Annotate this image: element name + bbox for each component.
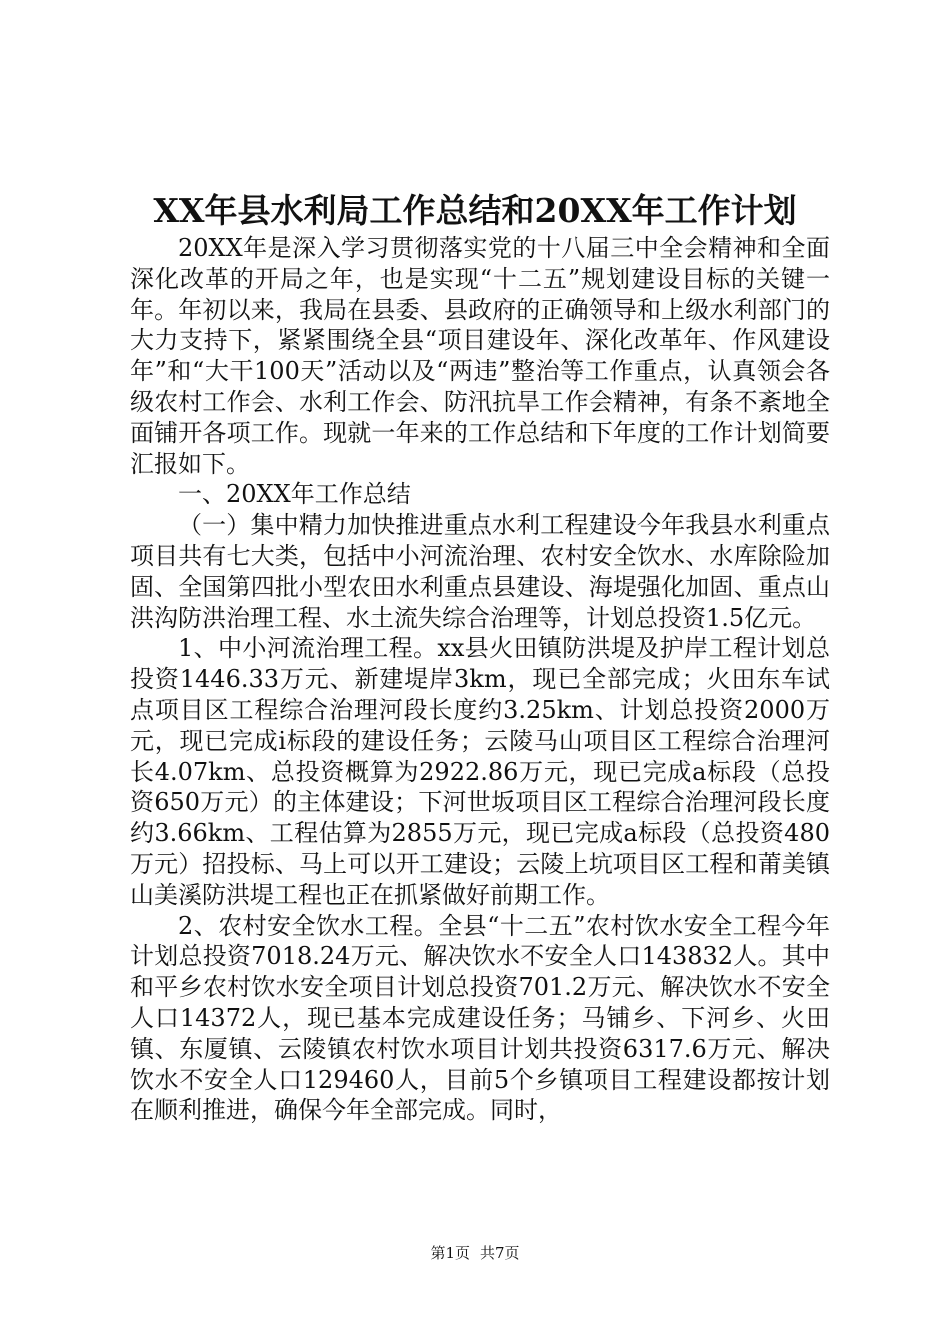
paragraph-intro: 20XX年是深入学习贯彻落实党的十八届三中全会精神和全面深化改革的开局之年，也是实现“十二五”规划建设目标的关键一年。年初以来，我局在县委、县政府的正确领导和上级水利部门的大力支持下，紧紧围绕全县“项目建设年、深化改革年、作风建设年”和“大干100天”活动以及“两违”整治等工作重点，认真领会各级农村工作会、水利工作会、防汛抗旱工作会精神，有条不紊地全面铺开各项工作。现就一年来的工作总结和下年度的工作计划简要汇报如下。 — [130, 234, 830, 478]
page-number: 第1页 — [430, 1244, 470, 1262]
page-footer — [0, 1242, 950, 1264]
paragraph-item-1: 1、中小河流治理工程。xx县火田镇防洪堤及护岸工程计划总投资1446.33万元、新建堤岸3km，现已全部完成；火田东车试点项目区工程综合治理河段长度约3.25km、计划总投资2000万元，现已完成i标段的建设任务；云陵马山项目区工程综合治理河长4.07km、总投资概算为2922.86万元，现已完成a标段（总投资650万元）的主体建设；下河世坂项目区工程综合治理河段长度约3.66km、工程估算为2855万元，现已完成a标段（总投资480万元）招投标、马上可以开工建设；云陵上坑项目区工程和莆美镇山美溪防洪堤工程也正在抓紧做好前期工作。 — [130, 634, 830, 909]
paragraph-subsection-1: （一）集中精力加快推进重点水利工程建设今年我县水利重点项目共有七大类，包括中小河流治理、农村安全饮水、水库除险加固、全国第四批小型农田水利重点县建设、海堤强化加固、重点山洪沟防洪治理工程、水土流失综合治理等，计划总投资1.5亿元。 — [130, 511, 830, 632]
document-body — [130, 233, 830, 1126]
paragraph-item-2: 2、农村安全饮水工程。全县“十二五”农村饮水安全工程今年计划总投资7018.24万元、解决饮水不安全人口143832人。其中和平乡农村饮水安全项目计划总投资701.2万元、解决饮水不安全人口14372人，现已基本完成建设任务；马铺乡、下河乡、火田镇、东厦镇、云陵镇农村饮水项目计划共投资6317.6万元、解决饮水不安全人口129460人，目前5个乡镇项目工程建设都按计划在顺利推进，确保今年全部完成。同时， — [130, 911, 830, 1125]
page-total: 共7页 — [480, 1244, 520, 1262]
document-title: XX年县水利局工作总结和20XX年工作计划 — [153, 191, 797, 230]
section-heading: 一、20XX年工作总结 — [178, 480, 411, 509]
